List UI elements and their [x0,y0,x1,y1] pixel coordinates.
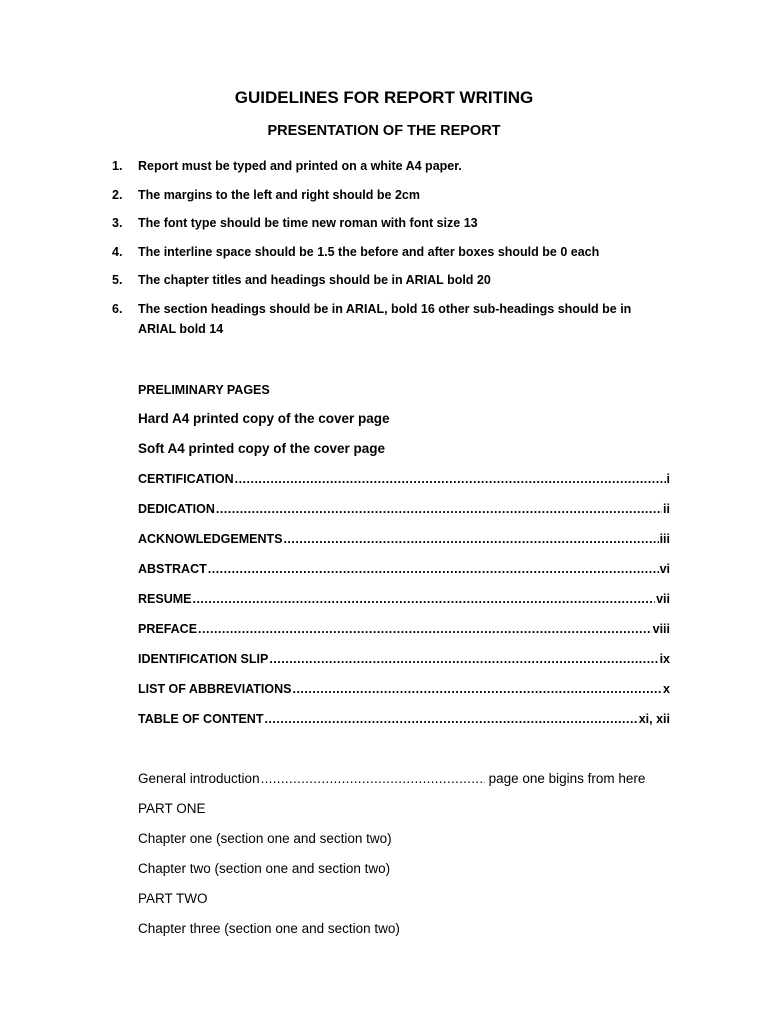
rule-text: The section headings should be in ARIAL, bold 16 other sub-headings should be in ARIAL bold 14 [138,301,632,336]
rule-item [112,213,672,233]
rule-item [112,270,672,290]
toc-page-number: vi [659,562,670,576]
toc-page-number: viii [652,622,670,636]
rule-number: 6. [112,301,123,316]
toc-dot-leader [198,620,652,638]
toc-label: RESUME [138,592,192,606]
outline-item-part-one: PART ONE [138,801,206,816]
preliminary-toc [138,470,670,740]
toc-page-number: x [663,682,670,696]
toc-row [138,470,670,500]
toc-dot-leader [216,500,662,518]
toc-page-number: vii [656,592,670,606]
rule-text: The margins to the left and right should be 2cm [138,187,420,202]
rule-number: 3. [112,216,123,231]
toc-label: LIST OF ABBREVIATIONS [138,682,292,696]
toc-page-number: ii [663,502,670,516]
toc-row [138,710,670,740]
toc-row [138,530,670,560]
toc-row [138,590,670,620]
soft-copy-line: Soft A4 printed copy of the cover page [138,441,386,456]
outline-item-chapter-one: Chapter one (section one and section two) [138,831,392,846]
toc-dot-leader [208,560,659,578]
rule-text: The interline space should be 1.5 the before and after boxes should be 0 each [138,244,600,259]
general-introduction-label: General introduction [138,771,260,786]
rule-item [112,242,672,262]
hard-copy-line: Hard A4 printed copy of the cover page [138,411,390,426]
toc-label: TABLE OF CONTENT [138,712,264,726]
toc-row [138,560,670,590]
toc-dot-leader [283,530,658,548]
rule-number: 1. [112,159,123,173]
rule-text: The font type should be time new roman with font size 13 [138,216,478,231]
toc-row [138,680,670,710]
toc-page-number: iii [659,532,670,546]
presentation-rules-list [112,156,672,348]
general-introduction-row [138,770,663,800]
toc-dot-leader [235,470,666,488]
toc-label: DEDICATION [138,502,215,516]
rule-item [112,299,672,339]
toc-page-number: xi, xii [638,712,670,726]
rule-text: Report must be typed and printed on a white A4 paper. [138,159,462,173]
toc-row [138,620,670,650]
toc-dot-leader [292,680,662,698]
rule-number: 4. [112,244,123,259]
toc-label: ACKNOWLEDGEMENTS [138,532,283,546]
toc-row [138,650,670,680]
outline-item-chapter-three: Chapter three (section one and section two) [138,921,400,936]
general-introduction-note: page one bigins from here [488,771,646,786]
toc-page-number: i [666,472,670,486]
document-subtitle: PRESENTATION OF THE REPORT [267,123,501,139]
toc-row [138,500,670,530]
outline-item-chapter-two: Chapter two (section one and section two) [138,861,391,876]
toc-dot-leader [269,650,658,668]
intro-dot-leader [261,770,485,788]
rule-item [112,185,672,205]
toc-label: CERTIFICATION [138,472,234,486]
rule-number: 5. [112,273,123,288]
report-body-outline [138,770,678,950]
outline-item-part-two: PART TWO [138,891,208,906]
toc-label: PREFACE [138,622,198,636]
toc-dot-leader [192,590,655,608]
toc-dot-leader [264,710,637,728]
toc-label: ABSTRACT [138,562,207,576]
rule-number: 2. [112,187,123,202]
rule-item [112,156,672,176]
rule-text: The chapter titles and headings should be in ARIAL bold 20 [138,273,491,288]
document-title: GUIDELINES FOR REPORT WRITING [234,88,534,107]
toc-label: IDENTIFICATION SLIP [138,652,269,666]
preliminary-pages-heading: PRELIMINARY PAGES [138,383,270,397]
toc-page-number: ix [659,652,670,666]
